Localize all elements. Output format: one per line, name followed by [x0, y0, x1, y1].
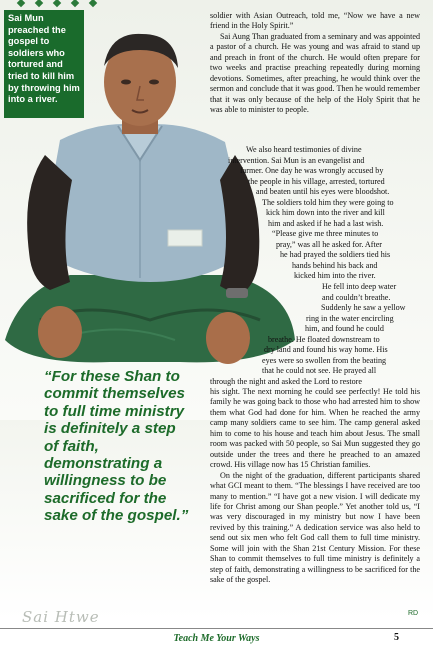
article-line: hands behind his back and	[292, 260, 378, 270]
article-line: him and asked if he had a last wish.	[268, 218, 384, 228]
article-paragraph: Sai Aung Than graduated from a seminary and was appointed a pastor of a church. He was young and was afraid to stand up and preach in front of the church. He would often prepare for two weeks and practise preaching repeatedly during morning devotions. Sometimes, after preaching, he would think over the sermon and conclude that it was good. Then he would remember that it was only because of the help of the Holy Spirit that he was able to minister to people.	[210, 31, 420, 115]
article-paragraph: On the night of the graduation, different participants shared what GCI meant to them. “The blessings I have received are too many to mention.” “I have got a new vision. I will dedicate my life for Christ among our Shan people.” Yet another told us, “I was very discouraged in my ministry but now I have been revived by this training.” A dedication service was also held to send out six men who felt God call them to full time ministry. Some will join with the Shan 21st Century Mission. For these Shan to commit themselves to full time ministry is definitely a step of faith, demonstrating a willingness to be sacrificed for the sake of the gospel.	[210, 470, 420, 585]
article-line: “Please give me three minutes to	[272, 229, 379, 238]
article-line: intervention. Sai Mun is an evangelist and	[228, 155, 365, 165]
decor-dot	[17, 0, 25, 7]
article-line: The soldiers told him they were going to	[262, 197, 394, 207]
artist-signature: Sai Htwe	[22, 608, 100, 626]
article-line: and couldn’t breathe.	[322, 292, 391, 302]
article-line: the people in his village, arrested, tortured	[248, 176, 385, 186]
article-line: Suddenly he saw a yellow	[321, 303, 406, 312]
article-line: and beaten until his eyes were bloodshot.	[256, 187, 390, 196]
article-line: We also heard testimonies of divine	[246, 145, 362, 154]
article-line: through the night and asked the Lord to restore	[210, 376, 362, 386]
article-paragraph: soldier with Asian Outreach, told me, “Now we have a new friend in the Holy Spirit.”	[210, 11, 420, 31]
top-decoration	[0, 0, 433, 8]
article-line: he had prayed the soldiers tied his	[280, 250, 391, 259]
pull-quote: “For these Shan to commit themselves to full time ministry is definitely a step of faith, demonstrating a willingness to be sacrificed for the sake of the gospel.”	[44, 368, 189, 525]
footer-title: Teach Me Your Ways	[173, 633, 260, 644]
footer-divider	[0, 628, 433, 629]
article-line: farmer. One day he was wrongly accused by	[240, 166, 384, 175]
decor-dot	[35, 0, 43, 7]
decor-dot	[89, 0, 97, 7]
article-line: kick him down into the river and kill	[266, 208, 385, 217]
article-line: pray,” was all he asked for. After	[276, 239, 383, 249]
article-line: that he could not see. He prayed all	[262, 366, 377, 375]
article-line: eyes were so swollen from the beating	[262, 355, 387, 365]
article-line: breathe. He floated downstream to	[268, 334, 380, 344]
page-number: 5	[394, 632, 399, 643]
article-line: dry land and found his way home. His	[264, 345, 388, 354]
photo-caption: Sai Mun preached the gospel to soldiers who tortured and tried to kill him by throwing him into a river.	[4, 10, 84, 118]
article-paragraph: his sight. The next morning he could see perfectly! He told his family he was going back to those who had arrested him to show them what God had done for him. When he reached the army camp many soldiers came to see him. The camp general asked him to come to his house and teach him about Jesus. The small room was packed with 50 people, so Sai Mun suggested they go outside under the trees and there he preached to an amazed crowd. His village now has 15 Christian families.	[210, 387, 420, 470]
article-line: ring in the water encircling	[306, 313, 394, 323]
decor-dot	[53, 0, 61, 7]
article-line: He fell into deep water	[322, 282, 397, 291]
article-line: kicked him into the river.	[294, 271, 376, 280]
article-line: him, and found he could	[305, 324, 384, 333]
end-mark: RD	[408, 610, 419, 617]
decor-dot	[71, 0, 79, 7]
article-column-bottom	[210, 387, 420, 586]
article-column-top	[210, 11, 420, 116]
